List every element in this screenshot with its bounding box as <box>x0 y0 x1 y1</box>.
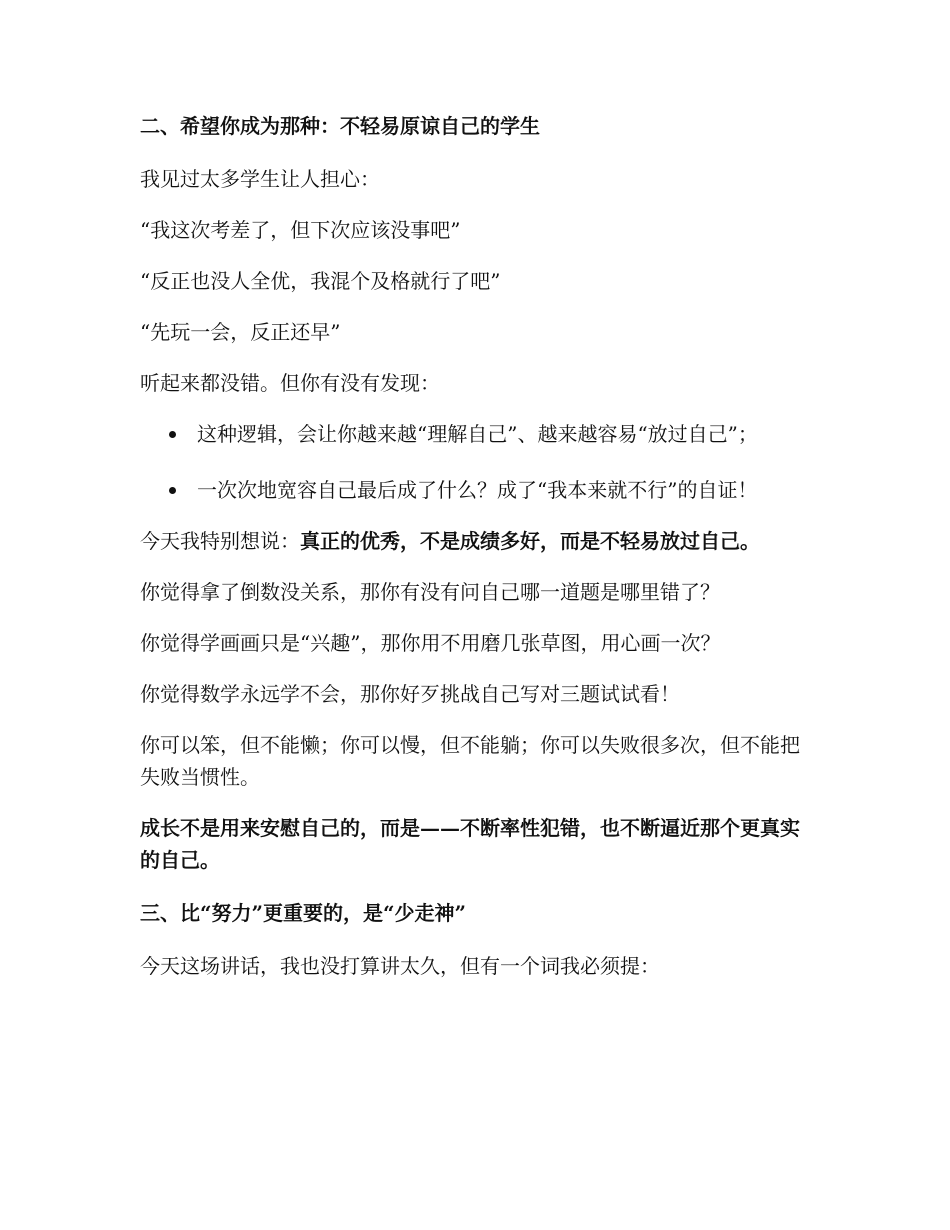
bullet-icon <box>169 431 176 438</box>
paragraph-question: 听起来都没错。但你有没有发现： <box>140 371 440 395</box>
paragraph-line-4: 你可以笨，但不能懒；你可以慢，但不能躺；你可以失败很多次，但不能把失败当惯性。 <box>140 733 800 789</box>
paragraph-today <box>140 525 800 557</box>
section-heading-3: 三、比“努力”更重要的，是“少走神” <box>140 901 467 925</box>
quote-2: “反正也没人全优，我混个及格就行了吧” <box>140 269 501 293</box>
paragraph-line-3: 你觉得数学永远学不会，那你好歹挑战自己写对三题试试看！ <box>140 682 680 706</box>
paragraph-conclusion: 成长不是用来安慰自己的，而是——不断率性犯错，也不断逼近那个更真实的自己。 <box>140 816 800 872</box>
section-heading-2: 二、希望你成为那种：不轻易原谅自己的学生 <box>140 114 540 138</box>
bullet-list <box>140 418 800 506</box>
bullet-text: 这种逻辑，会让你越来越“理解自己”、越来越容易“放过自己”； <box>197 422 758 446</box>
paragraph-line-1: 你觉得拿了倒数没关系，那你有没有问自己哪一道题是哪里错了？ <box>140 580 720 604</box>
paragraph-section3-intro: 今天这场讲话，我也没打算讲太久，但有一个词我必须提： <box>140 954 660 978</box>
quote-3: “先玩一会，反正还早” <box>140 320 341 344</box>
document-page <box>140 108 800 1001</box>
paragraph-line-2: 你觉得学画画只是“兴趣”，那你用不用磨几张草图，用心画一次？ <box>140 631 721 655</box>
bullet-icon <box>169 487 176 494</box>
bullet-item <box>140 418 800 450</box>
paragraph-intro: 我见过太多学生让人担心： <box>140 167 380 191</box>
bullet-text: 一次次地宽容自己最后成了什么？成了“我本来就不行”的自证！ <box>197 478 758 502</box>
today-emphasis: 真正的优秀，不是成绩多好，而是不轻易放过自己。 <box>300 529 760 553</box>
bullet-item <box>140 474 800 506</box>
today-prefix: 今天我特别想说： <box>140 529 300 553</box>
quote-1: “我这次考差了，但下次应该没事吧” <box>140 218 461 242</box>
